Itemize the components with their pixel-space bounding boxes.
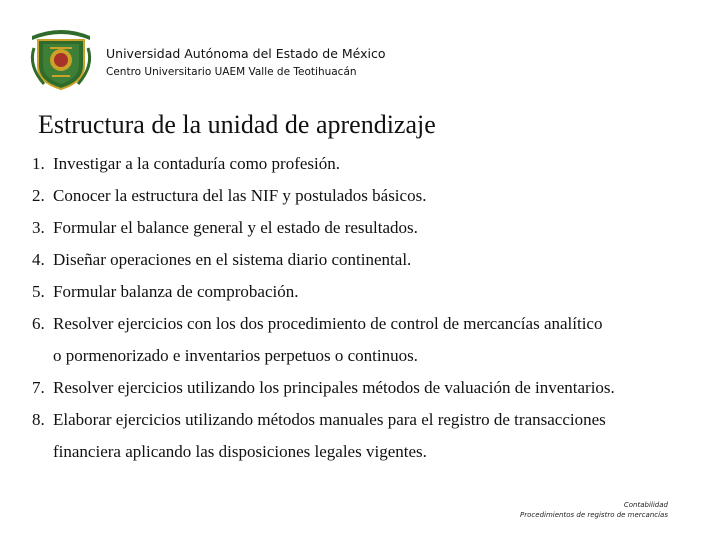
list-item [32, 148, 702, 180]
list-item-number: 3. [32, 218, 45, 237]
list-item-text: Investigar a la contaduría como profesión. [53, 154, 341, 173]
list-item [32, 372, 702, 404]
institution-name: Universidad Autónoma del Estado de México [106, 46, 386, 61]
header [24, 26, 704, 96]
list-item-number: 2. [32, 186, 45, 205]
list-item-text: Resolver ejercicios con los dos procedimiento de control de mercancías analítico [53, 314, 603, 333]
list-item [32, 212, 702, 244]
footer [520, 500, 668, 520]
list-item-text: Formular el balance general y el estado de resultados. [53, 218, 418, 237]
uaem-logo [24, 26, 98, 92]
list-item [32, 180, 702, 212]
footer-subject: Contabilidad [623, 501, 668, 509]
list-item-number: 5. [32, 282, 45, 301]
footer-topic: Procedimientos de registro de mercancías [520, 511, 668, 519]
list-item-text: Conocer la estructura del las NIF y postulados básicos. [53, 186, 427, 205]
list-item-text: Elaborar ejercicios utilizando métodos manuales para el registro de transacciones [53, 410, 606, 429]
list-item-number: 7. [32, 378, 45, 397]
learning-unit-list [32, 148, 702, 468]
campus-name: Centro Universitario UAEM Valle de Teotihuacán [106, 66, 357, 78]
list-item [32, 308, 702, 372]
list-item-number: 8. [32, 410, 45, 429]
list-item-text: financiera aplicando las disposiciones legales vigentes. [53, 442, 427, 461]
list-item-text: o pormenorizado e inventarios perpetuos o continuos. [53, 346, 418, 365]
list-item-number: 4. [32, 250, 45, 269]
list-item [32, 276, 702, 308]
list-item-number: 1. [32, 154, 45, 173]
list-item-text: Resolver ejercicios utilizando los principales métodos de valuación de inventarios. [53, 378, 615, 397]
list-item-number: 6. [32, 314, 45, 333]
list-item [32, 244, 702, 276]
page-title: Estructura de la unidad de aprendizaje [38, 110, 436, 139]
list-item-text: Diseñar operaciones en el sistema diario continental. [53, 250, 412, 269]
list-item-text: Formular balanza de comprobación. [53, 282, 299, 301]
list-item [32, 404, 702, 468]
